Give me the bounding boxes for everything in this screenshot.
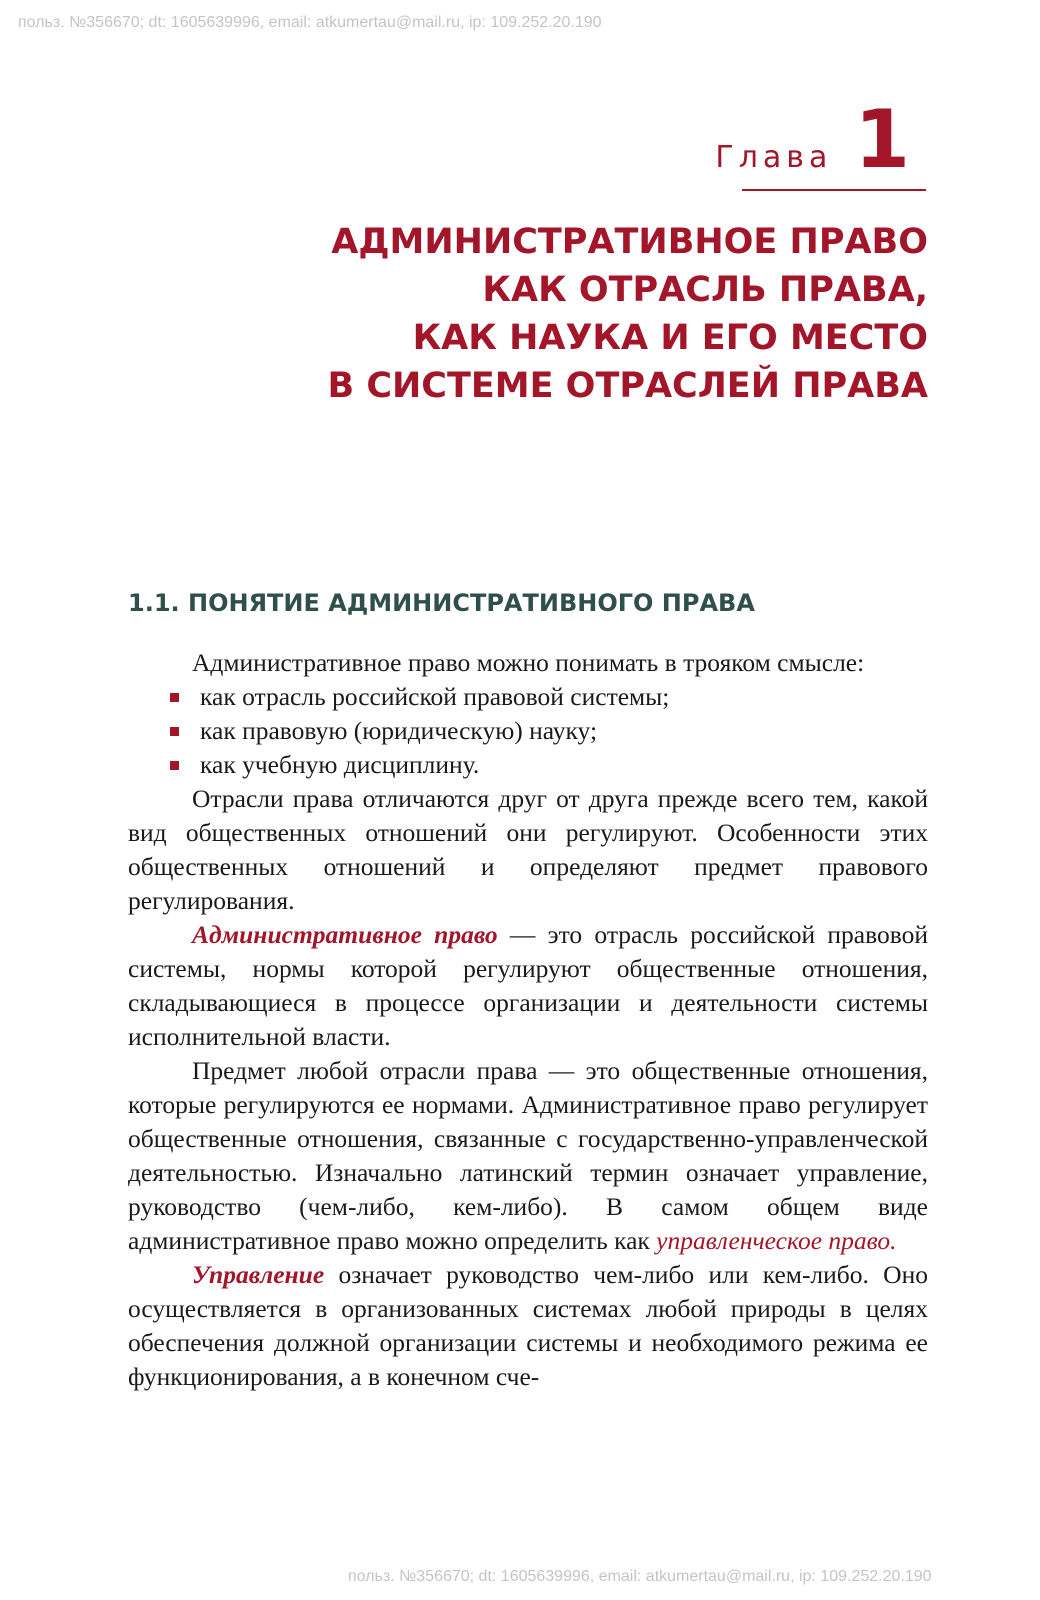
paragraph-text: Предмет любой отрасли права — это общественные отношения, которые регулируются ее нормами. Административное право регулирует общественные отношения, связанные с государственно-управленческой деятельностью. Изначально латинский термин означает управление, руководство (чем-либо, кем-либо). В самом общем виде административное право можно определить как — [128, 1056, 928, 1255]
watermark-top: польз. №356670; dt: 1605639996, email: atkumertau@mail.ru, ip: 109.252.20.190 — [18, 14, 602, 31]
list-item-text: как отрасль российской правовой системы; — [200, 682, 670, 711]
chapter-number: 1 — [854, 93, 910, 186]
list-item — [170, 714, 928, 748]
chapter-word: Глава — [715, 140, 833, 175]
chapter-title-line: В СИСТЕМЕ ОТРАСЛЕЙ ПРАВА — [327, 366, 928, 406]
section-heading: 1.1. ПОНЯТИЕ АДМИНИСТРАТИВНОГО ПРАВА — [128, 589, 755, 617]
chapter-title-line: АДМИНИСТРАТИВНОЕ ПРАВО — [331, 222, 928, 262]
list-item-text: как учебную дисциплину. — [200, 750, 480, 779]
square-bullet-icon — [170, 727, 179, 736]
chapter-rule — [742, 189, 926, 191]
paragraph — [128, 1054, 928, 1258]
term-highlight: Управление — [192, 1260, 325, 1289]
paragraph-text: — это отрасль российской правовой системы, нормы которой регулируют общественные отношения, складывающиеся в процессе организации и деятельности системы исполнительной власти. — [128, 920, 928, 1051]
square-bullet-icon — [170, 693, 179, 702]
paragraph: Отрасли права отличаются друг от друга прежде всего тем, какой вид общественных отношений они регулируют. Особенности этих общественных отношений и определяют предмет правового регулирования. — [128, 784, 928, 915]
square-bullet-icon — [170, 761, 179, 770]
bullet-list — [128, 680, 928, 782]
chapter-label — [715, 93, 910, 186]
list-item — [170, 680, 928, 714]
list-item — [170, 748, 928, 782]
watermark-bottom: польз. №356670; dt: 1605639996, email: atkumertau@mail.ru, ip: 109.252.20.190 — [348, 1568, 932, 1585]
chapter-title-line: КАК ОТРАСЛЬ ПРАВА, — [482, 270, 928, 310]
paragraph-definition — [128, 918, 928, 1054]
chapter-title-line: КАК НАУКА И ЕГО МЕСТО — [412, 318, 928, 358]
list-item-text: как правовую (юридическую) науку; — [200, 716, 598, 745]
paragraph-text: означает руководство чем-либо или кем-либо. Оно осуществляется в организованных системах любой природы в целях обеспечения должной организации системы и необходимого режима ее функционирования, а в конечном сче- — [128, 1260, 928, 1391]
paragraph-definition — [128, 1258, 928, 1394]
paragraph-intro: Административное право можно понимать в трояком смысле: — [192, 648, 865, 677]
term-highlight: Административное право — [192, 920, 498, 949]
chapter-title — [168, 218, 928, 410]
term-highlight: управленческое право. — [656, 1226, 897, 1255]
body-text — [128, 646, 928, 1394]
